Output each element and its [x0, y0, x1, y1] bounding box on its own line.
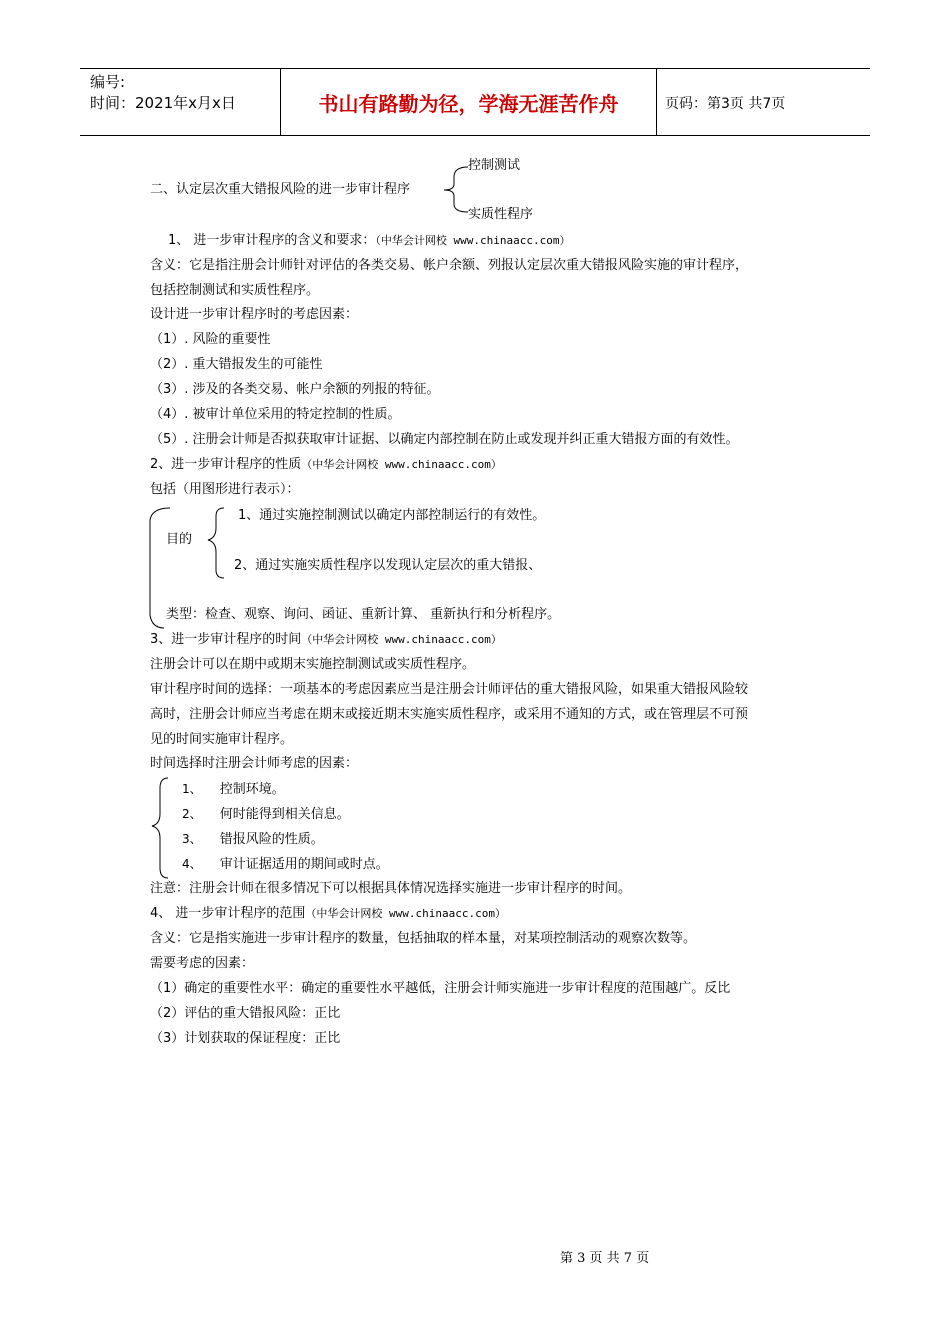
- item4-factor: （3）计划获取的保证程度：正比: [150, 1031, 341, 1046]
- item3-factor-number: 1、: [182, 782, 202, 796]
- item3-line1: 注册会计可以在期中或期末实施控制测试或实质性程序。: [150, 657, 476, 672]
- header-motto: 书山有路勤为径，学海无涯苦作舟: [318, 92, 619, 116]
- item2-heading-row: [150, 456, 502, 474]
- item2-includes: 包括（用图形进行表示）：: [150, 482, 300, 497]
- item1-factor: （2）. 重大错报发生的可能性: [150, 357, 323, 372]
- item1-factor: （3）. 涉及的各类交易、帐户余额的列报的特征。: [150, 382, 440, 397]
- header-divider-left: [280, 68, 281, 136]
- item2-purpose-label: 目的: [166, 532, 193, 547]
- header-meta: [90, 72, 236, 114]
- item1-heading: 1、 进一步审计程序的含义和要求：: [168, 233, 376, 248]
- item1-factor: （1）. 风险的重要性: [150, 332, 271, 347]
- item1-factors-title: 设计进一步审计程序时的考虑因素：: [150, 307, 359, 322]
- item3-factor: [182, 780, 285, 799]
- section2-title: 二、认定层次重大错报风险的进一步审计程序: [150, 182, 411, 197]
- item3-paragraph-line2: 高时，注册会计师应当考虑在期末或接近期末实施实质性程序，或采用不通知的方式，或在管理层不可预: [150, 707, 749, 722]
- item1-heading-row: [168, 232, 571, 250]
- page-footer: 第 3 页 共 7 页: [560, 1251, 650, 1266]
- header-page-info: 页码：第3页 共7页: [665, 96, 786, 112]
- item3-factor-text: 控制环境。: [219, 782, 285, 797]
- item3-factor: [182, 855, 389, 874]
- item1-source: （中华会计网校 www.chinaacc.com）: [375, 234, 571, 247]
- item3-paragraph-line3: 见的时间实施审计程序。: [150, 732, 294, 747]
- item2-purpose: 1、通过实施控制测试以确定内部控制运行的有效性。: [238, 508, 546, 523]
- item2-purpose: 2、通过实施实质性程序以发现认定层次的重大错报、: [234, 558, 542, 573]
- item3-factor-text: 错报风险的性质。: [219, 832, 324, 847]
- document-number-label: 编号:: [90, 73, 126, 91]
- item2-types: 类型：检查、观察、询问、函证、重新计算、 重新执行和分析程序。: [166, 607, 561, 622]
- item3-factor-number: 2、: [182, 807, 202, 821]
- header-top-border: [80, 68, 870, 69]
- item3-factors-title: 时间选择时注册会计师考虑的因素：: [150, 756, 359, 771]
- item3-brace-icon: [146, 774, 176, 884]
- item4-heading-row: [150, 905, 506, 923]
- section2-branch-control-test: 控制测试: [468, 158, 521, 173]
- item4-factors-title: 需要考虑的因素：: [150, 956, 255, 971]
- item1-definition-line1: 含义：它是指注册会计师针对评估的各类交易、帐户余额、列报认定层次重大错报风险实施的审计程序，: [150, 258, 749, 273]
- item3-factor: [182, 805, 350, 824]
- item3-factor: [182, 830, 324, 849]
- header-divider-right: [656, 68, 657, 136]
- item3-source: （中华会计网校 www.chinaacc.com）: [301, 633, 502, 646]
- item2-source: （中华会计网校 www.chinaacc.com）: [301, 458, 502, 471]
- item3-note: 注意：注册会计师在很多情况下可以根据具体情况选择实施进一步审计程序的时间。: [150, 881, 632, 896]
- header-bottom-border: [80, 135, 870, 136]
- item1-factor: （4）. 被审计单位采用的特定控制的性质。: [150, 407, 401, 422]
- item3-heading-row: [150, 631, 502, 649]
- document-time-label: 时间：2021年x月x日: [90, 94, 236, 112]
- item4-definition: 含义：它是指实施进一步审计程序的数量，包括抽取的样本量，对某项控制活动的观察次数等。: [150, 931, 697, 946]
- item3-factor-number: 3、: [182, 832, 202, 846]
- section2-branch-substantive: 实质性程序: [468, 207, 534, 222]
- item4-source: （中华会计网校 www.chinaacc.com）: [305, 907, 506, 920]
- item3-factor-text: 审计证据适用的期间或时点。: [219, 857, 389, 872]
- item1-definition-line2: 包括控制测试和实质性程序。: [150, 283, 320, 298]
- item3-factor-text: 何时能得到相关信息。: [219, 807, 350, 822]
- item4-heading: 4、 进一步审计程序的范围: [150, 906, 306, 921]
- item3-paragraph-line1: 审计程序时间的选择：一项基本的考虑因素应当是注册会计师评估的重大错报风险，如果重大错报风险较: [150, 682, 749, 697]
- item3-factor-number: 4、: [182, 857, 202, 871]
- item4-factor: （2）评估的重大错报风险：正比: [150, 1006, 341, 1021]
- item2-heading: 2、进一步审计程序的性质: [150, 457, 302, 472]
- item3-heading: 3、进一步审计程序的时间: [150, 632, 302, 647]
- item4-factor: （1）确定的重要性水平：确定的重要性水平越低，注册会计师实施进一步审计程度的范围越广。反比: [150, 981, 731, 996]
- item1-factor: （5）. 注册会计师是否拟获取审计证据、以确定内部控制在防止或发现并纠正重大错报方面的有效性。: [150, 432, 739, 447]
